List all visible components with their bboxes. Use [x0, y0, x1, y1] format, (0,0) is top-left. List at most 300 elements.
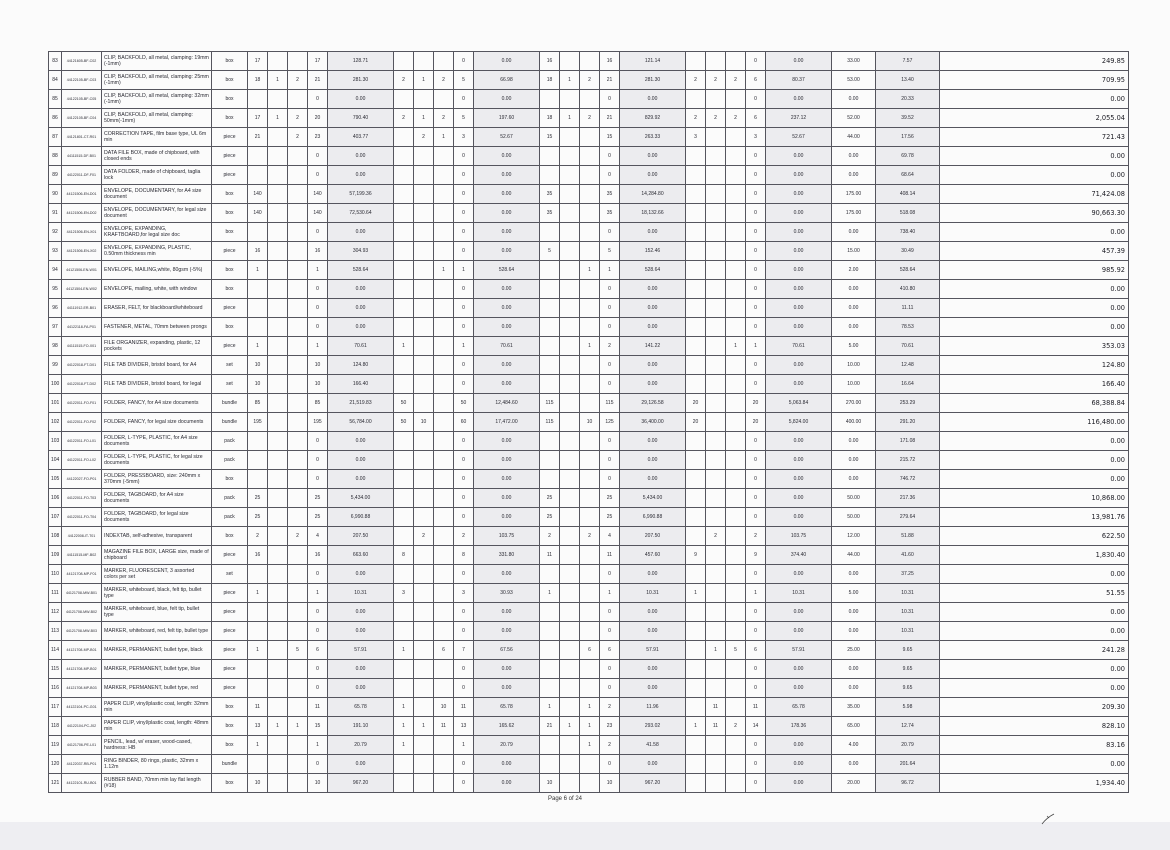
cell-q3-total-qty: 0	[600, 660, 620, 679]
cell-q4-amount: 178.36	[766, 717, 832, 736]
cell-q2-m1	[394, 489, 414, 508]
cell-q3-amount: 0.00	[620, 432, 686, 451]
cell-q1-m1	[248, 432, 268, 451]
cell-unit-price: 217.36	[876, 489, 940, 508]
cell-item-description: FOLDER, FANCY, for legal size documents	[102, 413, 212, 432]
cell-q2-amount: 165.62	[474, 717, 540, 736]
cell-q2-total-qty: 1	[454, 736, 474, 755]
cell-q1-m1: 16	[248, 546, 268, 565]
cell-item-number: 102	[49, 413, 62, 432]
cell-unit-price: 7.57	[876, 52, 940, 71]
cell-q1-m2	[268, 698, 288, 717]
cell-q2-m1	[394, 261, 414, 280]
table-row	[49, 413, 1129, 432]
cell-q3-m1	[540, 565, 560, 584]
cell-q2-m1: 50	[394, 413, 414, 432]
cell-q1-amount: 0.00	[328, 451, 394, 470]
cell-q2-m3	[434, 736, 454, 755]
cell-q2-m1: 50	[394, 394, 414, 413]
cell-q2-m2	[414, 261, 434, 280]
cell-q2-amount: 17,472.00	[474, 413, 540, 432]
cell-item-number: 114	[49, 641, 62, 660]
cell-q4-amount: 0.00	[766, 185, 832, 204]
cell-q3-m1	[540, 679, 560, 698]
cell-q1-m2	[268, 318, 288, 337]
cell-q3-m3	[580, 660, 600, 679]
cell-q4-amount: 0.00	[766, 204, 832, 223]
cell-stock-code: 44111912-ER-B01	[62, 299, 102, 318]
cell-q4-m1: 1	[686, 717, 706, 736]
cell-q4-m3	[726, 147, 746, 166]
cell-q4-m2	[706, 128, 726, 147]
cell-q3-m2	[560, 147, 580, 166]
cell-q2-amount: 30.93	[474, 584, 540, 603]
cell-q4-total-qty: 0	[746, 261, 766, 280]
cell-q3-total-qty: 35	[600, 204, 620, 223]
cell-q1-m1	[248, 223, 268, 242]
cell-stock-code: 44122018-FT-D02	[62, 375, 102, 394]
cell-q2-m2	[414, 698, 434, 717]
cell-q2-m2	[414, 641, 434, 660]
cell-q3-m3	[580, 774, 600, 793]
inventory-table-body	[49, 52, 1129, 793]
cell-q2-amount: 0.00	[474, 375, 540, 394]
cell-q1-m2	[268, 375, 288, 394]
cell-q3-m1: 5	[540, 242, 560, 261]
cell-q1-amount: 0.00	[328, 679, 394, 698]
table-row	[49, 584, 1129, 603]
cell-q2-m1	[394, 432, 414, 451]
cell-q4-m1	[686, 470, 706, 489]
cell-q1-m1	[248, 660, 268, 679]
cell-q1-m3	[288, 451, 308, 470]
cell-q3-total-qty: 0	[600, 356, 620, 375]
cell-q4-total-qty: 1	[746, 584, 766, 603]
cell-q3-total-qty: 21	[600, 109, 620, 128]
cell-unit: bundle	[212, 755, 248, 774]
cell-q4-m1: 3	[686, 128, 706, 147]
table-row	[49, 261, 1129, 280]
cell-total-amount: 1,934.40	[940, 774, 1129, 793]
cell-q3-amount: 829.92	[620, 109, 686, 128]
cell-total-quantity: 35.00	[832, 698, 876, 717]
cell-q2-amount: 0.00	[474, 679, 540, 698]
cell-q2-amount: 0.00	[474, 223, 540, 242]
cell-q1-m1	[248, 166, 268, 185]
cell-total-quantity: 175.00	[832, 204, 876, 223]
cell-q2-m3	[434, 223, 454, 242]
cell-q4-m3	[726, 52, 746, 71]
cell-q1-m3	[288, 204, 308, 223]
cell-q2-m1	[394, 679, 414, 698]
cell-q1-amount: 790.40	[328, 109, 394, 128]
cell-q1-m2	[268, 166, 288, 185]
cell-q3-total-qty: 2	[600, 698, 620, 717]
cell-q3-m2	[560, 128, 580, 147]
cell-q1-m3	[288, 774, 308, 793]
cell-q1-m3	[288, 413, 308, 432]
cell-q3-total-qty: 125	[600, 413, 620, 432]
cell-q3-total-qty: 0	[600, 679, 620, 698]
cell-q1-m2	[268, 204, 288, 223]
cell-q4-total-qty: 0	[746, 622, 766, 641]
cell-total-amount: 1,830.40	[940, 546, 1129, 565]
cell-q1-amount: 57,199.36	[328, 185, 394, 204]
cell-total-amount: 353.03	[940, 337, 1129, 356]
cell-item-number: 109	[49, 546, 62, 565]
cell-item-number: 111	[49, 584, 62, 603]
cell-q2-amount: 0.00	[474, 470, 540, 489]
cell-q3-amount: 18,132.66	[620, 204, 686, 223]
cell-q3-amount: 457.60	[620, 546, 686, 565]
cell-q3-amount: 11.96	[620, 698, 686, 717]
cell-q2-amount: 0.00	[474, 432, 540, 451]
cell-q2-total-qty: 0	[454, 508, 474, 527]
cell-total-quantity: 0.00	[832, 622, 876, 641]
cell-q2-amount: 0.00	[474, 508, 540, 527]
cell-q1-amount: 0.00	[328, 432, 394, 451]
cell-total-quantity: 10.00	[832, 356, 876, 375]
cell-q2-total-qty: 0	[454, 622, 474, 641]
table-row	[49, 432, 1129, 451]
cell-q2-m1	[394, 774, 414, 793]
cell-total-quantity: 50.00	[832, 489, 876, 508]
cell-q1-m1: 2	[248, 527, 268, 546]
cell-q1-m2	[268, 223, 288, 242]
cell-q1-m3	[288, 242, 308, 261]
cell-q4-amount: 0.00	[766, 356, 832, 375]
cell-stock-code: 44121801-CT-R01	[62, 128, 102, 147]
cell-q1-total-qty: 15	[308, 717, 328, 736]
cell-q1-m3	[288, 147, 308, 166]
cell-item-number: 85	[49, 90, 62, 109]
cell-q2-m2: 1	[414, 71, 434, 90]
cell-q1-m2	[268, 546, 288, 565]
cell-q3-m1: 115	[540, 413, 560, 432]
cell-item-number: 113	[49, 622, 62, 641]
cell-q4-m2	[706, 451, 726, 470]
cell-q3-amount: 0.00	[620, 299, 686, 318]
cell-q3-amount: 57.91	[620, 641, 686, 660]
cell-q4-m3	[726, 413, 746, 432]
cell-q2-m2: 2	[414, 128, 434, 147]
cell-total-amount: 13,981.76	[940, 508, 1129, 527]
cell-q3-m2	[560, 299, 580, 318]
cell-q4-m1	[686, 603, 706, 622]
cell-q4-m1: 20	[686, 394, 706, 413]
cell-q4-m3	[726, 261, 746, 280]
cell-unit: box	[212, 470, 248, 489]
cell-q2-m2	[414, 584, 434, 603]
cell-total-amount: 166.40	[940, 375, 1129, 394]
cell-q4-m2	[706, 774, 726, 793]
cell-q2-total-qty: 0	[454, 489, 474, 508]
cell-item-number: 91	[49, 204, 62, 223]
cell-q1-m1: 13	[248, 717, 268, 736]
cell-q4-m1	[686, 660, 706, 679]
cell-q3-m3: 1	[580, 337, 600, 356]
cell-q1-m1	[248, 603, 268, 622]
cell-q2-m1	[394, 185, 414, 204]
cell-q2-amount: 0.00	[474, 489, 540, 508]
cell-q2-amount: 20.79	[474, 736, 540, 755]
cell-q1-m2	[268, 641, 288, 660]
cell-unit: piece	[212, 546, 248, 565]
cell-item-description: FOLDER, TAGBOARD, for legal size documents	[102, 508, 212, 527]
cell-q1-m1: 1	[248, 641, 268, 660]
cell-q3-total-qty: 23	[600, 717, 620, 736]
cell-q4-m1	[686, 166, 706, 185]
cell-q3-m1: 115	[540, 394, 560, 413]
cell-total-quantity: 0.00	[832, 90, 876, 109]
cell-q4-m1	[686, 508, 706, 527]
cell-q4-m3	[726, 679, 746, 698]
cell-q1-m3	[288, 565, 308, 584]
cell-total-quantity: 0.00	[832, 755, 876, 774]
cell-item-number: 100	[49, 375, 62, 394]
cell-q4-m3	[726, 736, 746, 755]
cell-unit: piece	[212, 660, 248, 679]
cell-unit: pack	[212, 451, 248, 470]
cell-total-amount: 828.10	[940, 717, 1129, 736]
cell-q1-m3: 2	[288, 128, 308, 147]
cell-unit-price: 68.64	[876, 166, 940, 185]
cell-q2-amount: 0.00	[474, 660, 540, 679]
cell-q3-amount: 6,990.88	[620, 508, 686, 527]
cell-q4-m1	[686, 337, 706, 356]
cell-q2-m3	[434, 166, 454, 185]
cell-stock-code: 44111515-DF-B01	[62, 147, 102, 166]
cell-q2-amount: 528.64	[474, 261, 540, 280]
cell-q3-m1	[540, 318, 560, 337]
cell-q4-total-qty: 6	[746, 641, 766, 660]
table-row	[49, 565, 1129, 584]
cell-item-number: 83	[49, 52, 62, 71]
cell-q3-m1: 15	[540, 128, 560, 147]
cell-q4-total-qty: 0	[746, 508, 766, 527]
cell-item-number: 106	[49, 489, 62, 508]
cell-q1-m2	[268, 242, 288, 261]
cell-q4-m3	[726, 508, 746, 527]
cell-q1-m2	[268, 603, 288, 622]
cell-q4-m2	[706, 603, 726, 622]
cell-q3-m2	[560, 584, 580, 603]
cell-q2-m3	[434, 489, 454, 508]
cell-q4-total-qty: 3	[746, 128, 766, 147]
cell-q3-m3	[580, 622, 600, 641]
cell-q1-amount: 0.00	[328, 755, 394, 774]
cell-item-number: 118	[49, 717, 62, 736]
cell-q1-amount: 403.77	[328, 128, 394, 147]
cell-item-description: FILE TAB DIVIDER, bristol board, for A4	[102, 356, 212, 375]
cell-unit-price: 78.53	[876, 318, 940, 337]
cell-q2-m2: 2	[414, 527, 434, 546]
inventory-table	[48, 51, 1129, 793]
cell-item-number: 88	[49, 147, 62, 166]
cell-q4-m2	[706, 508, 726, 527]
cell-q3-m2	[560, 603, 580, 622]
cell-q3-m3	[580, 356, 600, 375]
cell-q2-m2	[414, 622, 434, 641]
cell-stock-code: 44122011-FO-L02	[62, 451, 102, 470]
cell-total-amount: 0.00	[940, 299, 1129, 318]
cell-unit: box	[212, 698, 248, 717]
cell-q4-total-qty: 0	[746, 242, 766, 261]
cell-q1-total-qty: 16	[308, 546, 328, 565]
cell-total-quantity: 0.00	[832, 432, 876, 451]
cell-q1-total-qty: 0	[308, 299, 328, 318]
cell-q3-total-qty: 2	[600, 337, 620, 356]
cell-q4-m3: 2	[726, 717, 746, 736]
cell-q3-total-qty: 0	[600, 90, 620, 109]
cell-q4-m3	[726, 185, 746, 204]
cell-item-description: FOLDER, L-TYPE, PLASTIC, for legal size documents	[102, 451, 212, 470]
cell-q3-total-qty: 16	[600, 52, 620, 71]
cell-q3-total-qty: 0	[600, 565, 620, 584]
cell-item-number: 110	[49, 565, 62, 584]
cell-total-quantity: 33.00	[832, 52, 876, 71]
cell-q3-m2	[560, 432, 580, 451]
cell-q1-amount: 21,519.83	[328, 394, 394, 413]
cell-q3-m2	[560, 527, 580, 546]
cell-q2-m3	[434, 755, 454, 774]
cell-q1-m3	[288, 755, 308, 774]
cell-total-amount: 241.28	[940, 641, 1129, 660]
table-row	[49, 698, 1129, 717]
cell-q1-total-qty: 1	[308, 261, 328, 280]
cell-total-quantity: 175.00	[832, 185, 876, 204]
cell-q4-m1: 1	[686, 584, 706, 603]
cell-q4-amount: 0.00	[766, 261, 832, 280]
cell-q4-m2: 2	[706, 71, 726, 90]
cell-item-description: CORRECTION TAPE, film base type, UL 6m min	[102, 128, 212, 147]
cell-q4-amount: 0.00	[766, 451, 832, 470]
cell-q1-amount: 166.40	[328, 375, 394, 394]
cell-total-quantity: 20.00	[832, 774, 876, 793]
cell-q1-m1: 21	[248, 128, 268, 147]
cell-q3-m2	[560, 242, 580, 261]
cell-q4-amount: 0.00	[766, 508, 832, 527]
cell-total-amount: 0.00	[940, 147, 1129, 166]
cell-item-description: MARKER, FLUORESCENT, 3 assorted colors per set	[102, 565, 212, 584]
cell-item-description: ENVELOPE, EXPANDING, PLASTIC, 0.50mm thickness min	[102, 242, 212, 261]
cell-unit: piece	[212, 299, 248, 318]
cell-q3-m3: 2	[580, 109, 600, 128]
cell-q1-m2	[268, 736, 288, 755]
cell-item-number: 103	[49, 432, 62, 451]
cell-unit-price: 408.14	[876, 185, 940, 204]
cell-q2-m3	[434, 356, 454, 375]
cell-item-description: DATA FILE BOX, made of chipboard, with closed ends	[102, 147, 212, 166]
cell-q3-m3	[580, 185, 600, 204]
cell-q1-m3	[288, 394, 308, 413]
cell-q2-m1	[394, 299, 414, 318]
cell-q4-m2	[706, 204, 726, 223]
cell-total-amount: 0.00	[940, 90, 1129, 109]
cell-q4-m3	[726, 318, 746, 337]
cell-q3-m2	[560, 204, 580, 223]
table-row	[49, 736, 1129, 755]
cell-item-number: 95	[49, 280, 62, 299]
cell-q1-m3	[288, 432, 308, 451]
cell-unit-price: 279.64	[876, 508, 940, 527]
cell-q3-m2	[560, 546, 580, 565]
cell-total-amount: 10,868.00	[940, 489, 1129, 508]
cell-q3-total-qty: 6	[600, 641, 620, 660]
cell-q4-amount: 0.00	[766, 679, 832, 698]
cell-item-number: 107	[49, 508, 62, 527]
cell-q1-m1: 140	[248, 204, 268, 223]
cell-q4-total-qty: 20	[746, 394, 766, 413]
cell-q4-m1: 20	[686, 413, 706, 432]
cell-stock-code: 44122011-FO-T03	[62, 489, 102, 508]
cell-q4-m3: 5	[726, 641, 746, 660]
cell-q1-m2	[268, 755, 288, 774]
cell-q3-amount: 5,434.00	[620, 489, 686, 508]
cell-q3-m3: 2	[580, 71, 600, 90]
cell-unit-price: 201.64	[876, 755, 940, 774]
cell-total-amount: 124.80	[940, 356, 1129, 375]
cell-stock-code: 44122101-RU-B01	[62, 774, 102, 793]
cell-q2-m3	[434, 679, 454, 698]
cell-q3-total-qty: 4	[600, 527, 620, 546]
cell-q2-m2	[414, 52, 434, 71]
cell-total-quantity: 0.00	[832, 451, 876, 470]
cell-item-number: 90	[49, 185, 62, 204]
cell-q3-m3	[580, 166, 600, 185]
cell-q1-m3	[288, 375, 308, 394]
cell-q2-m2	[414, 603, 434, 622]
cell-q4-amount: 0.00	[766, 90, 832, 109]
cell-q2-m1: 2	[394, 71, 414, 90]
cell-q4-m1	[686, 641, 706, 660]
cell-q1-m1	[248, 280, 268, 299]
cell-unit-price: 291.20	[876, 413, 940, 432]
cell-unit: box	[212, 71, 248, 90]
cell-item-description: PAPER CLIP, vinyl/plastic coat, length: 32mm min	[102, 698, 212, 717]
cell-q1-m2	[268, 451, 288, 470]
cell-total-quantity: 50.00	[832, 508, 876, 527]
cell-q2-amount: 0.00	[474, 242, 540, 261]
cell-q4-m1	[686, 204, 706, 223]
cell-q3-m1	[540, 147, 560, 166]
cell-q1-amount: 528.64	[328, 261, 394, 280]
cell-q3-m1	[540, 280, 560, 299]
cell-unit-price: 12.74	[876, 717, 940, 736]
cell-q4-total-qty: 0	[746, 679, 766, 698]
cell-q2-total-qty: 0	[454, 204, 474, 223]
cell-q2-m1	[394, 660, 414, 679]
cell-q3-amount: 0.00	[620, 223, 686, 242]
table-row	[49, 52, 1129, 71]
cell-q4-m2	[706, 356, 726, 375]
cell-q4-amount: 0.00	[766, 52, 832, 71]
cell-item-description: FOLDER, PRESSBOARD, size: 240mm x 370mm (-5mm)	[102, 470, 212, 489]
cell-unit-price: 51.88	[876, 527, 940, 546]
cell-q2-total-qty: 0	[454, 242, 474, 261]
cell-q3-m1	[540, 261, 560, 280]
cell-item-description: ENVELOPE, MAILING,white, 80gsm (-5%)	[102, 261, 212, 280]
cell-q4-m2	[706, 261, 726, 280]
cell-stock-code: 44121708-MP-B02	[62, 660, 102, 679]
cell-q2-m2	[414, 470, 434, 489]
cell-q3-m3	[580, 375, 600, 394]
cell-q2-m1	[394, 356, 414, 375]
cell-q1-amount: 0.00	[328, 622, 394, 641]
cell-item-description: DATA FOLDER, made of chipboard, taglia lock	[102, 166, 212, 185]
cell-q1-m1: 1	[248, 736, 268, 755]
cell-q1-total-qty: 0	[308, 318, 328, 337]
